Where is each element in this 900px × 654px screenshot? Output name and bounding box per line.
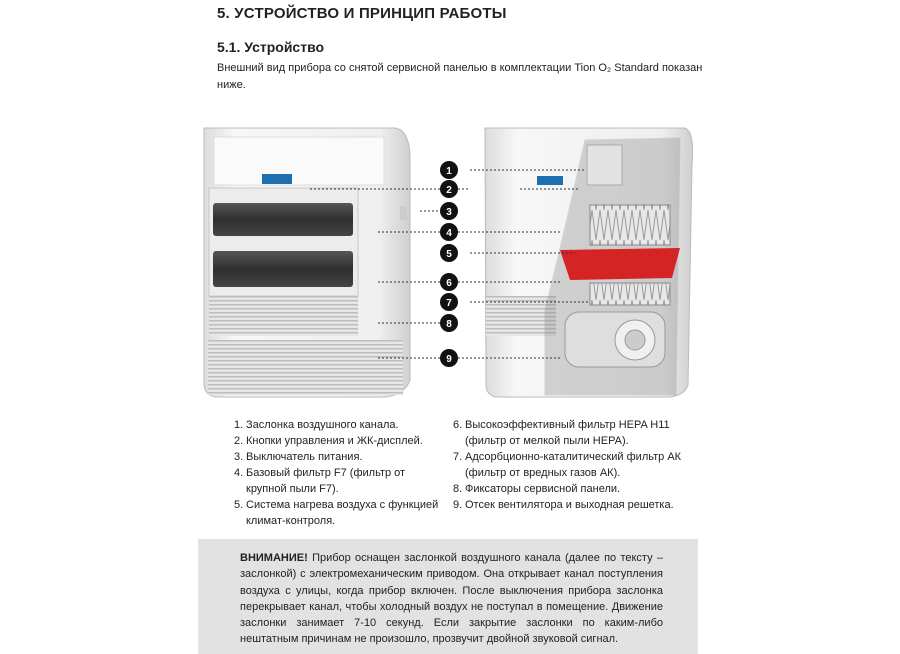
intro-paragraph: Внешний вид прибора со снятой сервисной панелью в комплектации Tion O₂ Standard показан ниже.: [217, 62, 703, 91]
callout-7: [440, 293, 458, 311]
power-switch: [400, 206, 407, 220]
callout-6: [440, 273, 458, 291]
list-item: 1. Заслонка воздушного канала.: [234, 419, 399, 431]
callout-8: [440, 314, 458, 332]
list-item: 4. Базовый фильтр F7 (фильтр от крупной пыли F7).: [234, 467, 406, 495]
list-item: 5. Система нагрева воздуха с функцией климат-контроля.: [234, 499, 439, 527]
list-item: 2. Кнопки управления и ЖК-дисплей.: [234, 435, 423, 447]
warning-label: ВНИМАНИЕ!: [240, 552, 308, 564]
svg-text:6: 6: [446, 278, 452, 289]
svg-text:1: 1: [446, 166, 452, 177]
svg-text:8: 8: [446, 319, 452, 330]
lcd-display-cutaway: [537, 176, 563, 185]
warning-text: [240, 550, 663, 648]
list-item: 6. Высокоэффективный фильтр HEPA H11 (фильтр от мелкой пыли HEPA).: [453, 419, 670, 447]
callout-1: [440, 161, 458, 179]
parts-list-left: [234, 417, 444, 529]
intake-grille: [209, 296, 358, 336]
svg-text:9: 9: [446, 354, 452, 365]
list-item: 3. Выключатель питания.: [234, 451, 363, 463]
air-damper: [587, 145, 622, 185]
warning-box: [198, 539, 698, 654]
svg-text:3: 3: [446, 207, 452, 218]
svg-text:2: 2: [446, 185, 452, 196]
callout-5: [440, 244, 458, 262]
filter-f7-front: [213, 203, 353, 236]
outlet-grille: [208, 340, 403, 395]
callout-3: [440, 202, 458, 220]
heater-element: [560, 248, 680, 280]
warning-body: Прибор оснащен заслонкой воздушного канала (далее по тексту – заслонкой) с электромеханическим приводом. Она открывает канал поступления воздуха с улицы, когда прибор включен. После выключения прибора заслонка перекрывает канал, чтобы холодный воздух не поступал в помещение. Движение заслонки занимает 7-10 секунд. Если закрытие заслонки по каким-либо нештатным причинам не произошло, прозвучит двойной звуковой сигнал.: [240, 552, 664, 646]
list-item: 7. Адсорбционно-каталитический фильтр АК (фильтр от вредных газов АК).: [453, 451, 682, 479]
lcd-display: [262, 174, 292, 184]
list-item: 8. Фиксаторы сервисной панели.: [453, 483, 621, 495]
svg-text:5: 5: [446, 249, 452, 260]
device-front-view: [204, 128, 410, 397]
parts-list-right: [453, 417, 693, 513]
callout-9: [440, 349, 458, 367]
filter-f7-cut: [590, 205, 670, 245]
filter-hepa-front: [213, 251, 353, 287]
section-title: 5. УСТРОЙСТВО И ПРИНЦИП РАБОТЫ: [217, 5, 507, 22]
subsection-title: 5.1. Устройство: [217, 39, 325, 55]
callout-2: [440, 180, 458, 198]
device-cutaway-view: [485, 128, 693, 397]
list-item: 9. Отсек вентилятора и выходная решетка.: [453, 499, 674, 511]
device-illustration: [0, 110, 900, 410]
callout-4: [440, 223, 458, 241]
svg-text:4: 4: [446, 228, 452, 239]
svg-text:7: 7: [446, 298, 452, 309]
filter-ak-cut: [590, 283, 670, 305]
